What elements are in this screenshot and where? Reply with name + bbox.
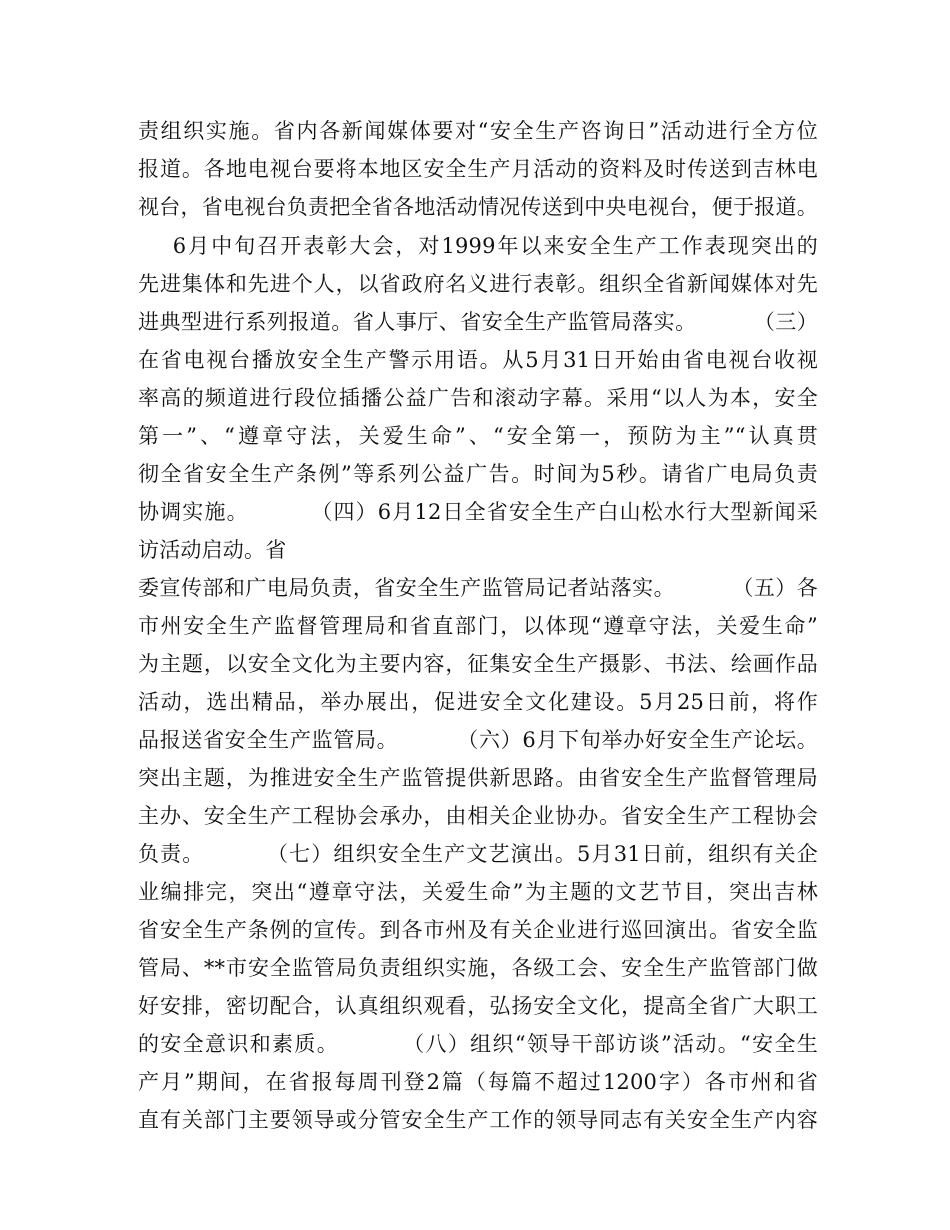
text-line: 彻全省安全生产条例”等系列公益广告。时间为5秒。请省广电局负责 xyxy=(138,462,818,486)
text-line: 管局、**市安全监管局负责组织实施，各级工会、安全生产监管部门做 xyxy=(138,956,818,980)
text-line: 活动，选出精品，举办展出，促进安全文化建设。5月25日前，将作 xyxy=(138,690,818,714)
text-line: 直有关部门主要领导或分管安全生产工作的领导同志有关安全生产内容 xyxy=(138,1108,818,1132)
text-line: 产月”期间，在省报每周刊登2篇（每篇不超过1200字）各市州和省 xyxy=(138,1070,818,1094)
text-line: 好安排，密切配合，认真组织观看，弘扬安全文化，提高全省广大职工 xyxy=(138,994,818,1018)
text-line: 先进集体和先进个人，以省政府名义进行表彰。组织全省新闻媒体对先 xyxy=(138,272,818,296)
text-line: 在省电视台播放安全生产警示用语。从5月31日开始由省电视台收视 xyxy=(138,348,818,372)
text-line: 为主题，以安全文化为主要内容，征集安全生产摄影、书法、绘画作品 xyxy=(138,652,818,676)
text-line: 业编排完，突出“遵章守法，关爱生命”为主题的文艺节目，突出吉林 xyxy=(138,880,818,904)
text-line: 报道。各地电视台要将本地区安全生产月活动的资料及时传送到吉林电 xyxy=(138,157,818,181)
text-line: 责组织实施。省内各新闻媒体要对“安全生产咨询日”活动进行全方位 xyxy=(138,119,818,143)
text-line: 主办、安全生产工程协会承办，由相关企业协办。省安全生产工程协会 xyxy=(138,804,818,828)
text-line: 第一”、“遵章守法，关爱生命”、“安全第一，预防为主”“认真贯 xyxy=(138,424,818,448)
text-line: 突出主题，为推进安全生产监管提供新思路。由省安全生产监督管理局 xyxy=(138,766,818,790)
text-line: 访活动启动。省 xyxy=(138,538,287,562)
text-line: 6月中旬召开表彰大会，对1999年以来安全生产工作表现突出的 xyxy=(138,234,818,258)
text-line: 协调实施。 （四）6月12日全省安全生产白山松水行大型新闻采 xyxy=(138,500,818,524)
text-line: 视台，省电视台负责把全省各地活动情况传送到中央电视台，便于报道。 xyxy=(138,195,818,219)
text-line: 率高的频道进行段位插播公益广告和滚动字幕。采用“以人为本，安全 xyxy=(138,386,818,410)
text-line: 省安全生产条例的宣传。到各市州及有关企业进行巡回演出。省安全监 xyxy=(138,918,818,942)
text-line: 的安全意识和素质。 （八）组织“领导干部访谈”活动。“安全生 xyxy=(138,1032,818,1056)
text-line: 进典型进行系列报道。省人事厅、省安全生产监管局落实。 （三） xyxy=(138,310,818,334)
text-line: 负责。 （七）组织安全生产文艺演出。5月31日前，组织有关企 xyxy=(138,842,818,866)
text-line: 委宣传部和广电局负责，省安全生产监管局记者站落实。 （五）各 xyxy=(138,576,818,600)
text-line: 市州安全生产监督管理局和省直部门，以体现“遵章守法，关爱生命” xyxy=(138,614,818,638)
text-line: 品报送省安全生产监管局。 （六）6月下旬举办好安全生产论坛。 xyxy=(138,728,818,752)
